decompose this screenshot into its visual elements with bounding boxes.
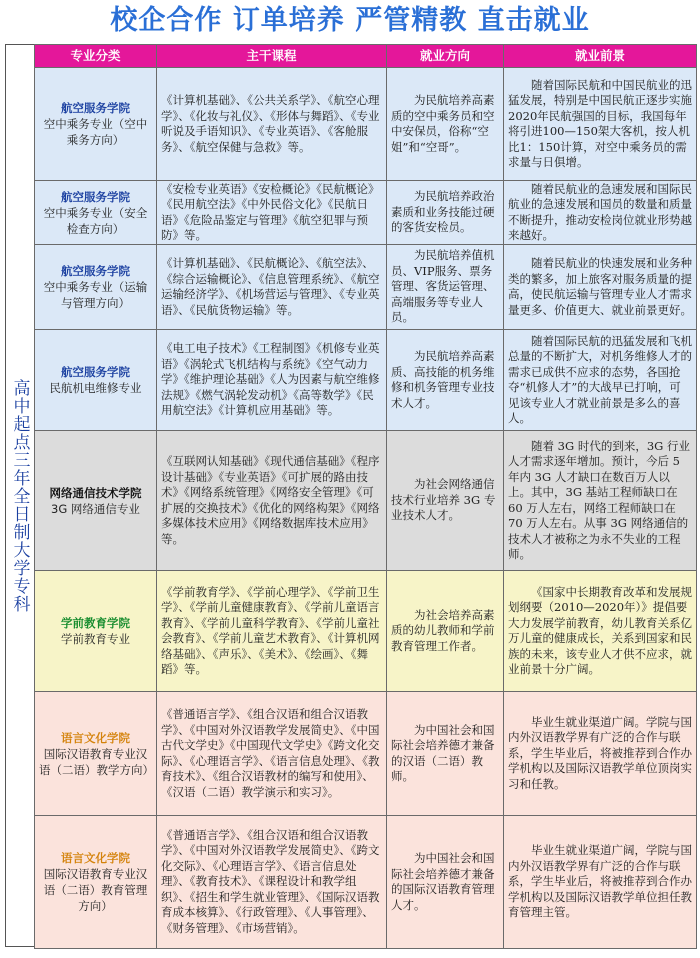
header-prospect: 就业前景 xyxy=(504,45,697,68)
side-label-box xyxy=(5,44,35,947)
major-name: 学前教育专业 xyxy=(61,632,130,646)
courses-cell: 《计算机基础》、《民航概论》、《航空法》、《综合运输概论》、《信息管理系统》、《航空运输经济学》、《机场营运与管理》、《专业英语》、《民航货物运输》等。 xyxy=(157,245,387,330)
major-name: 空中乘务专业（安全检查方向） xyxy=(43,205,148,236)
category-cell xyxy=(35,68,157,181)
program-table xyxy=(34,44,697,949)
major-name: 国际汉语教育专业汉语（二语）教育管理方向） xyxy=(43,867,148,913)
table-row xyxy=(35,692,697,816)
prospect-cell: 《国家中长期教育改革和发展规划纲要（2010—2020年）》提倡要大力发展学前教育，幼儿教育关系亿万儿童的健康成长，关系到国家和民族的未来，该专业人才供不应求，就业前景十分广阔。 xyxy=(504,571,697,692)
category-cell xyxy=(35,816,157,949)
table-row xyxy=(35,68,697,181)
courses-cell: 《普通语言学》、《组合汉语和组合汉语教学》、《中国对外汉语教学发展简史》、《跨文化交际》、《心理语言学》、《语言信息处理》、《教育技术》、《课程设计和教学组织》、《招生和学生就业管理》、《国际汉语教育成本核算》、《行政管理》、《人事管理》、《财务管理》、《市场营销》。 xyxy=(157,816,387,949)
career-cell: 为中国社会和国际社会培养德才兼备的国际汉语教育管理人才。 xyxy=(387,816,504,949)
table-row xyxy=(35,571,697,692)
prospect-cell: 随着国际民航的迅猛发展和飞机总量的不断扩大，对机务维修人才的需求已成供不应求的态势，各国抢夺“机修人才”的大战早已打响，可见该专业人才就业前景是多么的喜人。 xyxy=(504,330,697,431)
career-cell: 为民航培养高素质的空中乘务员和空中安保员，俗称“空姐”和“空哥”。 xyxy=(387,68,504,181)
major-name: 民航机电维修专业 xyxy=(49,381,142,395)
page-title: 校企合作 订单培养 严管精教 直击就业 xyxy=(110,5,590,36)
school-name: 航空服务学院 xyxy=(61,189,130,204)
career-cell: 为社会网络通信技术行业培养 3G 专业技术人才。 xyxy=(387,431,504,571)
prospect-cell: 随着民航业的急速发展和国际民航业的急速发展和国员的数量和质量不断提升，推动安检岗位就业形势越来越好。 xyxy=(504,181,697,245)
table-header-row xyxy=(35,45,697,68)
school-name: 学前教育学院 xyxy=(61,616,130,630)
table-row xyxy=(35,330,697,431)
category-cell xyxy=(35,245,157,330)
career-cell: 为社会培养高素质的幼儿教师和学前教育管理工作者。 xyxy=(387,571,504,692)
courses-cell: 《学前教育学》、《学前心理学》、《学前卫生学》、《学前儿童健康教育》、《学前儿童语言教育》、《学前儿童科学教育》、《学前儿童社会教育》、《学前儿童艺术教育》、《计算机网络基础》、《声乐》、《美术》、《绘画》、《舞蹈》等。 xyxy=(157,571,387,692)
table-row xyxy=(35,181,697,245)
prospect-cell: 随着民航业的快速发展和业务种类的繁多，加上旅客对服务质量的提高，使民航运输与管理专业人才需求量更多、价值更大、就业前景更好。 xyxy=(504,245,697,330)
courses-cell: 《普通语言学》、《组合汉语和组合汉语教学》、《中国对外汉语教学发展简史》、《中国古代文学史》《中国现代文学史》《跨文化交际》、《心理语言学》、《语言信息处理》、《教育技术》、《组合汉语教材的编写和使用》、《汉语（二语）教学演示和实习》。 xyxy=(157,692,387,816)
school-name: 航空服务学院 xyxy=(61,264,130,278)
courses-cell: 《互联网认知基础》《现代通信基础》《程序设计基础》《专业英语》《可扩展的路由技术》《网络系统管理》《网络安全管理》《可扩展的交换技术》《优化的网络构架》《网络多媒体技术应用》《网络数据库技术应用》等。 xyxy=(157,431,387,571)
major-name: 3G 网络通信专业 xyxy=(51,501,140,516)
major-name: 国际汉语教育专业汉语（二语）教学方向） xyxy=(39,746,154,777)
school-name: 网络通信技术学院 xyxy=(49,485,142,500)
career-cell: 为民航培养值机员、VIP服务、票务管理、客货运管理、高端服务等专业人员。 xyxy=(387,245,504,330)
side-label: 高中起点三年全日制大学专科 xyxy=(9,378,30,613)
courses-cell: 《电工电子技术》《工程制图》《机修专业英语》《涡轮式飞机结构与系统》《空气动力学》《维护理论基础》《人为因素与航空维修法规》《燃气涡轮发动机》《高等数学》《民用航空法》《计算机应用基础》等。 xyxy=(157,330,387,431)
category-cell xyxy=(35,692,157,816)
prospect-cell: 毕业生就业渠道广阔，学院与国内外汉语教学界有广泛的合作与联系，学生毕业后，将被推荐到合作办学机构以及国际汉语教学单位担任教育管理主管。 xyxy=(504,816,697,949)
school-name: 航空服务学院 xyxy=(61,365,130,379)
school-name: 语言文化学院 xyxy=(61,730,130,745)
table-row xyxy=(35,245,697,330)
courses-cell: 《安检专业英语》《安检概论》《民航概论》《民用航空法》《中外民俗文化》《民航日语》《危险品鉴定与管理》《航空犯罪与预防》等。 xyxy=(157,181,387,245)
category-cell xyxy=(35,181,157,245)
table-row xyxy=(35,816,697,949)
prospect-cell: 随着 3G 时代的到来，3G 行业人才需求逐年增加。预计，今后 5 年内 3G 人才缺口在数百万人以上。其中，3G 基站工程师缺口在 60 万人左右，网络工程师缺口在 70 万人左右。从事 3G 网络通信的技术人才被称之为永不失业的工程师。 xyxy=(504,431,697,571)
category-cell xyxy=(35,431,157,571)
table-row xyxy=(35,431,697,571)
category-cell xyxy=(35,330,157,431)
header-career: 就业方向 xyxy=(387,45,504,68)
header-category: 专业分类 xyxy=(35,45,157,68)
prospect-cell: 毕业生就业渠道广阔。学院与国内外汉语教学界有广泛的合作与联系，学生毕业后，将被推荐到合作办学机构以及国际汉语教学单位顶岗实习和任教。 xyxy=(504,692,697,816)
courses-cell: 《计算机基础》、《公共关系学》、《航空心理学》、《化妆与礼仪》、《形体与舞蹈》、《专业听说及手语知识》、《专业英语》、《客舱服务》、《航空保健与急救》等。 xyxy=(157,68,387,181)
major-name: 空中乘务专业（空中乘务方向） xyxy=(43,117,148,147)
school-name: 航空服务学院 xyxy=(61,101,130,115)
header-courses: 主干课程 xyxy=(157,45,387,68)
career-cell: 为中国社会和国际社会培养德才兼备的汉语（二语）教师。 xyxy=(387,692,504,816)
school-name: 语言文化学院 xyxy=(61,851,130,865)
category-cell xyxy=(35,571,157,692)
major-name: 空中乘务专业（运输与管理方向） xyxy=(43,280,148,310)
prospect-cell: 随着国际民航和中国民航业的迅猛发展，特别是中国民航正逐步实施2020年民航强国的目标，我国每年将引进100—150架大客机，按人机比1：150计算，对空中乘务员的需求量与日俱增。 xyxy=(504,68,697,181)
career-cell: 为民航培养政治素质和业务技能过硬的客货安检员。 xyxy=(387,181,504,245)
career-cell: 为民航培养高素质、高技能的机务维修和机务管理专业技术人才。 xyxy=(387,330,504,431)
